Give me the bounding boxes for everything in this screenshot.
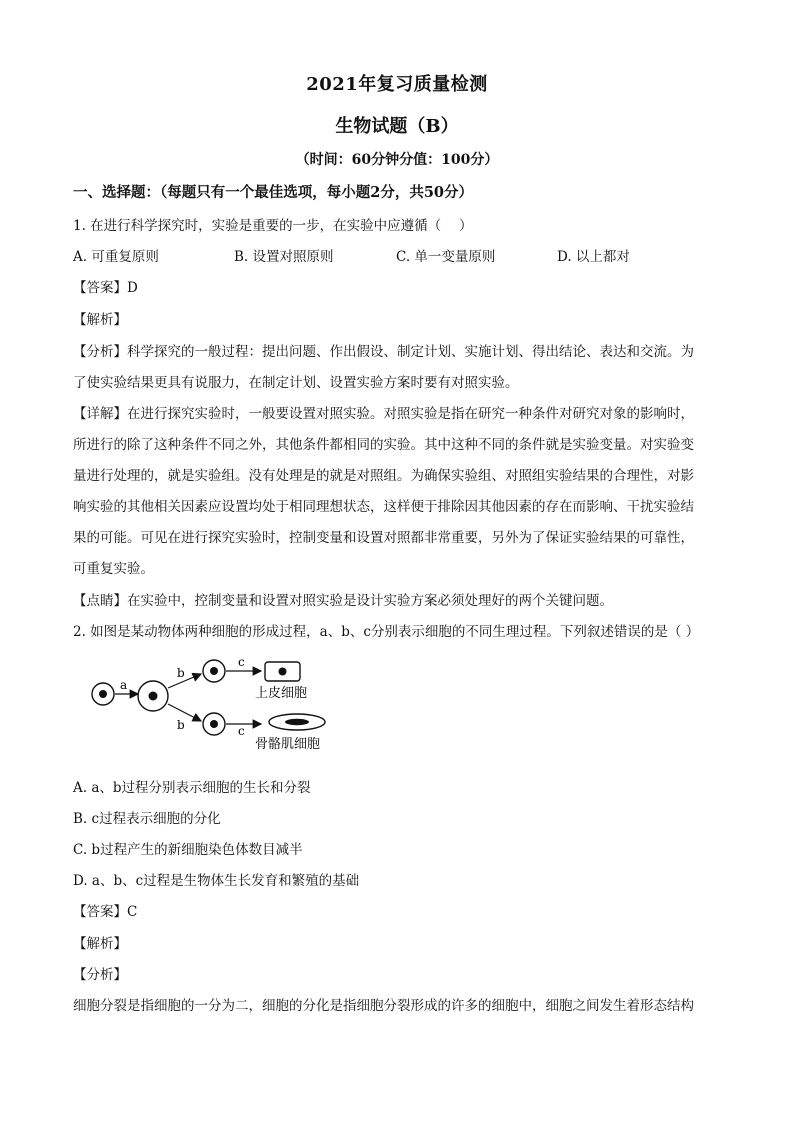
q2-option-d: D. a、b、c过程是生物体生长发育和繁殖的基础: [73, 873, 360, 889]
q2-option-b: B. c过程表示细胞的分化: [73, 811, 221, 827]
q2-analysis-label: 【解析】: [73, 936, 127, 952]
q1-stem: 1. 在进行科学探究时，实验是重要的一步，在实验中应遵循（ ）: [73, 218, 473, 234]
q2-option-a: A. a、b过程分别表示细胞的生长和分裂: [73, 780, 311, 796]
cell-formation-diagram: [85, 652, 345, 757]
q1-detail-line: 量进行处理的，就是实验组。没有处理是的就是对照组。为确保实验组、对照组实验结果的合理性，对影: [73, 468, 694, 484]
process-label-c-top: c: [238, 655, 245, 669]
q2-option-c: C. b过程产生的新细胞染色体数目减半: [73, 842, 303, 858]
q1-detail-line: 【详解】在进行探究实验时，一般要设置对照实验。对照实验是指在研究一种条件对研究对象的影响时，: [73, 406, 694, 422]
divided-cell-bottom: [203, 713, 225, 735]
process-label-b-bottom: b: [177, 718, 185, 732]
grown-cell: [138, 681, 168, 711]
q2-fenxi-label: 【分析】: [73, 967, 127, 983]
process-label-b-top: b: [177, 666, 185, 680]
epithelial-cell-label: 上皮细胞: [255, 686, 308, 701]
q1-option-b: B. 设置对照原则: [234, 249, 334, 265]
q1-fenxi-line: 了使实验结果更具有说服力，在制定计划、设置实验方案时要有对照实验。: [73, 375, 519, 391]
q1-analysis-label: 【解析】: [73, 312, 127, 328]
q1-fenxi-line: 【分析】科学探究的一般过程：提出问题、作出假设、制定计划、实施计划、得出结论、表达和交流。为: [73, 344, 694, 360]
exam-info: （时间：60分钟分值：100分）: [295, 152, 499, 168]
q2-answer: 【答案】C: [73, 904, 138, 920]
divided-cell-top: [203, 660, 225, 682]
q1-option-c: C. 单一变量原则: [396, 249, 496, 265]
q1-detail-line: 响实验的其他相关因素应设置均处于相同理想状态，这样便于排除因其他因素的存在而影响、干扰实验结: [73, 499, 694, 515]
process-label-c-bottom: c: [238, 724, 245, 738]
q1-dianjing: 【点睛】在实验中，控制变量和设置对照实验是设计实验方案必须处理好的两个关键问题。: [73, 593, 613, 609]
q2-explanation-line: 细胞分裂是指细胞的一分为二，细胞的分化是指细胞分裂形成的许多的细胞中，细胞之间发生着形态结构: [73, 998, 694, 1014]
page-subtitle: 生物试题（B）: [335, 116, 459, 137]
q1-option-a: A. 可重复原则: [73, 249, 159, 265]
initial-cell: [92, 683, 114, 705]
q2-stem: 2. 如图是某动物体两种细胞的形成过程，a、b、c分别表示细胞的不同生理过程。下列叙述错误的是（ ）: [73, 624, 700, 640]
q1-option-d: D. 以上都对: [557, 249, 630, 265]
epithelial-cell: [265, 662, 300, 681]
section-heading: 一、选择题：（每题只有一个最佳选项，每小题2分，共50分）: [73, 184, 474, 201]
muscle-cell: [269, 714, 325, 730]
q1-detail-line: 果的可能。可见在进行探究实验时，控制变量和设置对照都非常重要，另外为了保证实验结果的可靠性，: [73, 530, 694, 546]
page-title: 2021年复习质量检测: [306, 74, 488, 95]
muscle-cell-label: 骨骼肌细胞: [255, 737, 321, 752]
process-label-a: a: [120, 678, 128, 692]
q1-detail-line: 可重复实验。: [73, 561, 154, 577]
q1-detail-line: 所进行的除了这种条件不同之外，其他条件都相同的实验。其中这种不同的条件就是实验变量。对实验变: [73, 437, 694, 453]
q1-answer: 【答案】D: [73, 280, 138, 296]
